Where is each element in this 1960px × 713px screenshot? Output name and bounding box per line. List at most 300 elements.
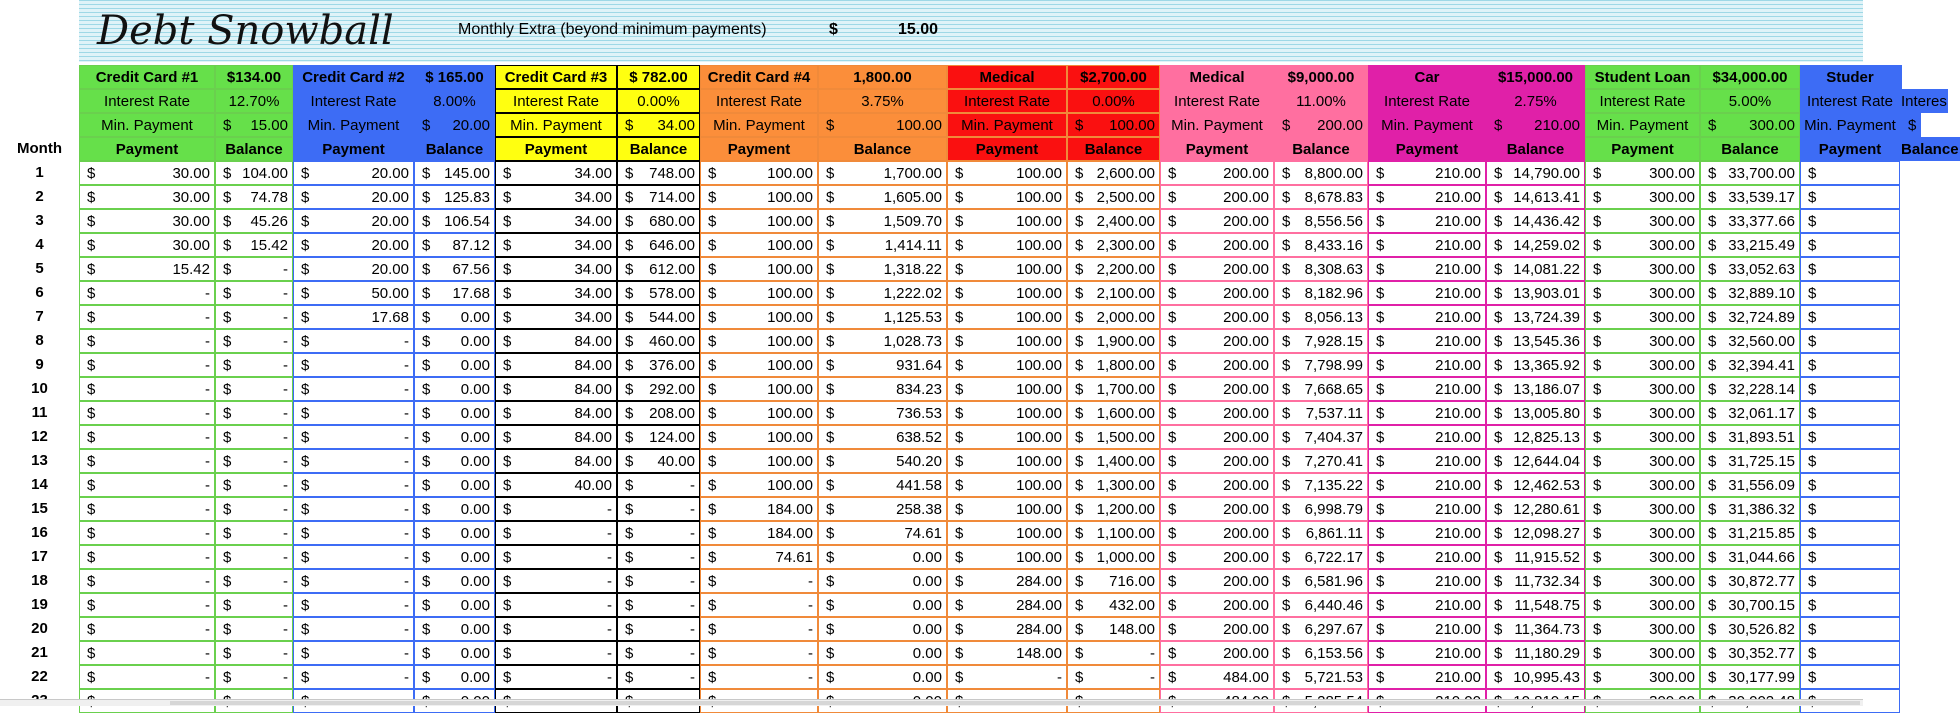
balance-cell[interactable] [215, 593, 293, 617]
payment-cell[interactable] [495, 377, 617, 401]
balance-cell[interactable] [1274, 233, 1368, 257]
payment-cell[interactable] [1800, 665, 1900, 689]
payment-cell[interactable] [1368, 473, 1486, 497]
payment-cell[interactable] [79, 497, 215, 521]
payment-cell[interactable] [1800, 257, 1900, 281]
payment-cell[interactable] [1585, 641, 1700, 665]
balance-cell[interactable] [1700, 161, 1800, 185]
payment-cell[interactable] [495, 185, 617, 209]
payment-cell[interactable] [1368, 281, 1486, 305]
payment-cell[interactable] [1368, 593, 1486, 617]
balance-cell[interactable] [215, 329, 293, 353]
payment-cell[interactable] [947, 449, 1067, 473]
payment-cell[interactable] [1800, 377, 1900, 401]
balance-cell[interactable] [1067, 641, 1160, 665]
payment-cell[interactable] [700, 209, 818, 233]
balance-cell[interactable] [1700, 593, 1800, 617]
balance-cell[interactable] [1486, 209, 1585, 233]
debt-balance-cell[interactable] [1900, 65, 1902, 89]
payment-cell[interactable] [1585, 233, 1700, 257]
payment-cell[interactable] [1368, 545, 1486, 569]
payment-cell[interactable] [495, 449, 617, 473]
interest-rate-value[interactable]: 12.70% [215, 89, 293, 113]
payment-cell[interactable] [1585, 473, 1700, 497]
balance-cell[interactable] [215, 161, 293, 185]
payment-cell[interactable] [1368, 209, 1486, 233]
balance-cell[interactable] [414, 185, 495, 209]
payment-cell[interactable] [947, 473, 1067, 497]
payment-cell[interactable] [1160, 545, 1274, 569]
balance-cell[interactable] [414, 329, 495, 353]
payment-cell[interactable] [1368, 401, 1486, 425]
interest-rate-value[interactable]: 5.00% [1700, 89, 1800, 113]
balance-cell[interactable] [1067, 617, 1160, 641]
payment-cell[interactable] [1800, 209, 1900, 233]
balance-cell[interactable] [1700, 305, 1800, 329]
min-payment-value[interactable] [1900, 113, 1921, 137]
payment-cell[interactable] [947, 305, 1067, 329]
debt-balance-cell[interactable]: $9,000.00 [1274, 65, 1368, 89]
balance-cell[interactable] [1486, 449, 1585, 473]
balance-cell[interactable] [617, 233, 700, 257]
payment-cell[interactable] [947, 329, 1067, 353]
balance-cell[interactable] [617, 593, 700, 617]
balance-cell[interactable] [414, 401, 495, 425]
balance-cell[interactable] [414, 281, 495, 305]
balance-cell[interactable] [1274, 473, 1368, 497]
payment-cell[interactable] [293, 353, 414, 377]
payment-cell[interactable] [1800, 617, 1900, 641]
balance-cell[interactable] [414, 641, 495, 665]
balance-cell[interactable] [1700, 497, 1800, 521]
balance-cell[interactable] [617, 329, 700, 353]
balance-cell[interactable] [215, 353, 293, 377]
balance-cell[interactable] [414, 593, 495, 617]
balance-cell[interactable] [1274, 185, 1368, 209]
balance-cell[interactable] [215, 305, 293, 329]
balance-cell[interactable] [215, 281, 293, 305]
balance-cell[interactable] [215, 257, 293, 281]
balance-cell[interactable] [1274, 665, 1368, 689]
payment-cell[interactable] [1585, 617, 1700, 641]
balance-cell[interactable] [414, 257, 495, 281]
payment-cell[interactable] [293, 449, 414, 473]
balance-cell[interactable] [215, 473, 293, 497]
balance-cell[interactable] [215, 497, 293, 521]
balance-cell[interactable] [1486, 377, 1585, 401]
balance-cell[interactable] [617, 161, 700, 185]
payment-cell[interactable] [293, 665, 414, 689]
balance-cell[interactable] [1486, 281, 1585, 305]
balance-cell[interactable] [1486, 425, 1585, 449]
balance-cell[interactable] [1067, 281, 1160, 305]
payment-cell[interactable] [1800, 473, 1900, 497]
payment-cell[interactable] [700, 257, 818, 281]
min-payment-value[interactable] [414, 113, 495, 137]
balance-cell[interactable] [1067, 521, 1160, 545]
payment-cell[interactable] [79, 449, 215, 473]
payment-cell[interactable] [293, 545, 414, 569]
payment-cell[interactable] [495, 473, 617, 497]
balance-cell[interactable] [1067, 329, 1160, 353]
payment-cell[interactable] [1800, 281, 1900, 305]
payment-cell[interactable] [1585, 377, 1700, 401]
balance-cell[interactable] [1274, 161, 1368, 185]
payment-cell[interactable] [1368, 161, 1486, 185]
payment-cell[interactable] [1368, 377, 1486, 401]
balance-cell[interactable] [414, 161, 495, 185]
balance-cell[interactable] [1700, 329, 1800, 353]
debt-name-cell[interactable]: Medical [1160, 65, 1274, 89]
balance-cell[interactable] [1700, 257, 1800, 281]
balance-cell[interactable] [617, 665, 700, 689]
balance-cell[interactable] [414, 497, 495, 521]
min-payment-value[interactable] [215, 113, 293, 137]
balance-cell[interactable] [1274, 497, 1368, 521]
payment-cell[interactable] [700, 305, 818, 329]
payment-cell[interactable] [293, 209, 414, 233]
payment-cell[interactable] [700, 161, 818, 185]
payment-cell[interactable] [947, 617, 1067, 641]
balance-cell[interactable] [1274, 209, 1368, 233]
balance-cell[interactable] [1274, 257, 1368, 281]
payment-cell[interactable] [1800, 185, 1900, 209]
balance-cell[interactable] [414, 449, 495, 473]
payment-cell[interactable] [79, 329, 215, 353]
balance-cell[interactable] [818, 593, 947, 617]
balance-cell[interactable] [215, 233, 293, 257]
debt-name-cell[interactable]: Studer [1800, 65, 1900, 89]
payment-cell[interactable] [1368, 305, 1486, 329]
payment-cell[interactable] [79, 161, 215, 185]
interest-rate-value[interactable]: 3.75% [818, 89, 947, 113]
payment-cell[interactable] [79, 617, 215, 641]
payment-cell[interactable] [1585, 161, 1700, 185]
payment-cell[interactable] [1160, 377, 1274, 401]
payment-cell[interactable] [700, 473, 818, 497]
balance-cell[interactable] [617, 521, 700, 545]
debt-balance-cell[interactable]: $134.00 [215, 65, 293, 89]
balance-cell[interactable] [1700, 353, 1800, 377]
balance-cell[interactable] [1486, 161, 1585, 185]
payment-cell[interactable] [947, 569, 1067, 593]
balance-cell[interactable] [1486, 401, 1585, 425]
debt-name-cell[interactable]: Car [1368, 65, 1486, 89]
payment-cell[interactable] [700, 401, 818, 425]
payment-cell[interactable] [700, 641, 818, 665]
payment-cell[interactable] [79, 641, 215, 665]
payment-cell[interactable] [947, 665, 1067, 689]
balance-cell[interactable] [818, 449, 947, 473]
payment-cell[interactable] [495, 329, 617, 353]
payment-cell[interactable] [947, 353, 1067, 377]
debt-name-cell[interactable]: Credit Card #3 [495, 65, 617, 89]
payment-cell[interactable] [79, 425, 215, 449]
payment-cell[interactable] [947, 281, 1067, 305]
payment-cell[interactable] [947, 233, 1067, 257]
payment-cell[interactable] [495, 497, 617, 521]
debt-balance-cell[interactable]: $ 165.00 [414, 65, 495, 89]
balance-cell[interactable] [1274, 449, 1368, 473]
balance-cell[interactable] [1067, 353, 1160, 377]
payment-cell[interactable] [293, 473, 414, 497]
balance-cell[interactable] [1700, 185, 1800, 209]
debt-balance-cell[interactable]: 1,800.00 [818, 65, 947, 89]
payment-cell[interactable] [1368, 521, 1486, 545]
payment-cell[interactable] [700, 617, 818, 641]
payment-cell[interactable] [1160, 641, 1274, 665]
min-payment-value[interactable] [818, 113, 947, 137]
payment-cell[interactable] [1160, 617, 1274, 641]
payment-cell[interactable] [947, 641, 1067, 665]
payment-cell[interactable] [79, 233, 215, 257]
payment-cell[interactable] [947, 425, 1067, 449]
balance-cell[interactable] [1486, 665, 1585, 689]
payment-cell[interactable] [495, 305, 617, 329]
balance-cell[interactable] [215, 377, 293, 401]
debt-name-cell[interactable]: Credit Card #1 [79, 65, 215, 89]
balance-cell[interactable] [617, 449, 700, 473]
payment-cell[interactable] [1585, 329, 1700, 353]
payment-cell[interactable] [79, 209, 215, 233]
balance-cell[interactable] [1486, 521, 1585, 545]
balance-cell[interactable] [818, 545, 947, 569]
balance-cell[interactable] [1067, 665, 1160, 689]
payment-cell[interactable] [495, 521, 617, 545]
balance-cell[interactable] [617, 185, 700, 209]
balance-cell[interactable] [818, 497, 947, 521]
min-payment-value[interactable] [617, 113, 700, 137]
payment-cell[interactable] [495, 593, 617, 617]
payment-cell[interactable] [1160, 521, 1274, 545]
balance-cell[interactable] [1274, 617, 1368, 641]
balance-cell[interactable] [1067, 593, 1160, 617]
payment-cell[interactable] [1160, 281, 1274, 305]
payment-cell[interactable] [1160, 449, 1274, 473]
balance-cell[interactable] [1486, 329, 1585, 353]
balance-cell[interactable] [1067, 305, 1160, 329]
payment-cell[interactable] [1800, 353, 1900, 377]
payment-cell[interactable] [293, 401, 414, 425]
payment-cell[interactable] [293, 161, 414, 185]
balance-cell[interactable] [1067, 497, 1160, 521]
interest-rate-value[interactable]: 0.00% [1067, 89, 1160, 113]
balance-cell[interactable] [1700, 569, 1800, 593]
payment-cell[interactable] [700, 593, 818, 617]
payment-cell[interactable] [700, 521, 818, 545]
balance-cell[interactable] [1274, 305, 1368, 329]
debt-balance-cell[interactable]: $15,000.00 [1486, 65, 1585, 89]
balance-cell[interactable] [1700, 473, 1800, 497]
balance-cell[interactable] [414, 209, 495, 233]
balance-cell[interactable] [1700, 401, 1800, 425]
payment-cell[interactable] [1585, 425, 1700, 449]
balance-cell[interactable] [1700, 281, 1800, 305]
payment-cell[interactable] [1585, 401, 1700, 425]
interest-rate-value[interactable]: 0.00% [617, 89, 700, 113]
payment-cell[interactable] [1160, 353, 1274, 377]
balance-cell[interactable] [1274, 521, 1368, 545]
balance-cell[interactable] [1486, 185, 1585, 209]
payment-cell[interactable] [1368, 665, 1486, 689]
payment-cell[interactable] [1160, 593, 1274, 617]
balance-cell[interactable] [1067, 377, 1160, 401]
balance-cell[interactable] [617, 401, 700, 425]
payment-cell[interactable] [293, 377, 414, 401]
payment-cell[interactable] [495, 209, 617, 233]
balance-cell[interactable] [818, 473, 947, 497]
payment-cell[interactable] [79, 545, 215, 569]
min-payment-value[interactable] [1486, 113, 1585, 137]
payment-cell[interactable] [700, 233, 818, 257]
payment-cell[interactable] [947, 497, 1067, 521]
payment-cell[interactable] [495, 665, 617, 689]
balance-cell[interactable] [1486, 305, 1585, 329]
balance-cell[interactable] [617, 377, 700, 401]
payment-cell[interactable] [293, 257, 414, 281]
debt-name-cell[interactable]: Student Loan [1585, 65, 1700, 89]
balance-cell[interactable] [818, 665, 947, 689]
payment-cell[interactable] [1368, 233, 1486, 257]
payment-cell[interactable] [1160, 569, 1274, 593]
payment-cell[interactable] [1585, 209, 1700, 233]
balance-cell[interactable] [1700, 233, 1800, 257]
payment-cell[interactable] [79, 353, 215, 377]
payment-cell[interactable] [293, 641, 414, 665]
min-payment-value[interactable] [1067, 113, 1160, 137]
balance-cell[interactable] [617, 473, 700, 497]
payment-cell[interactable] [1800, 401, 1900, 425]
interest-rate-value[interactable]: Interes [1900, 89, 1948, 113]
balance-cell[interactable] [215, 665, 293, 689]
balance-cell[interactable] [617, 425, 700, 449]
balance-cell[interactable] [414, 665, 495, 689]
min-payment-value[interactable] [1274, 113, 1368, 137]
balance-cell[interactable] [215, 545, 293, 569]
payment-cell[interactable] [947, 257, 1067, 281]
payment-cell[interactable] [495, 257, 617, 281]
payment-cell[interactable] [293, 497, 414, 521]
balance-cell[interactable] [617, 305, 700, 329]
balance-cell[interactable] [818, 281, 947, 305]
balance-cell[interactable] [215, 641, 293, 665]
balance-cell[interactable] [414, 377, 495, 401]
balance-cell[interactable] [215, 617, 293, 641]
payment-cell[interactable] [947, 161, 1067, 185]
payment-cell[interactable] [79, 665, 215, 689]
payment-cell[interactable] [79, 473, 215, 497]
payment-cell[interactable] [1800, 329, 1900, 353]
payment-cell[interactable] [495, 353, 617, 377]
payment-cell[interactable] [700, 425, 818, 449]
balance-cell[interactable] [1274, 593, 1368, 617]
payment-cell[interactable] [1368, 641, 1486, 665]
payment-cell[interactable] [947, 521, 1067, 545]
balance-cell[interactable] [1067, 185, 1160, 209]
payment-cell[interactable] [947, 185, 1067, 209]
payment-cell[interactable] [1800, 305, 1900, 329]
balance-cell[interactable] [1067, 425, 1160, 449]
payment-cell[interactable] [495, 569, 617, 593]
balance-cell[interactable] [1486, 593, 1585, 617]
scrollbar-thumb[interactable] [170, 701, 1860, 705]
interest-rate-value[interactable]: 8.00% [414, 89, 495, 113]
balance-cell[interactable] [617, 257, 700, 281]
payment-cell[interactable] [1585, 449, 1700, 473]
balance-cell[interactable] [414, 353, 495, 377]
payment-cell[interactable] [1160, 497, 1274, 521]
payment-cell[interactable] [293, 329, 414, 353]
balance-cell[interactable] [1274, 353, 1368, 377]
payment-cell[interactable] [495, 641, 617, 665]
balance-cell[interactable] [215, 449, 293, 473]
payment-cell[interactable] [1368, 329, 1486, 353]
payment-cell[interactable] [1160, 473, 1274, 497]
payment-cell[interactable] [1160, 425, 1274, 449]
balance-cell[interactable] [818, 377, 947, 401]
debt-balance-cell[interactable]: $34,000.00 [1700, 65, 1800, 89]
balance-cell[interactable] [1700, 617, 1800, 641]
balance-cell[interactable] [617, 617, 700, 641]
payment-cell[interactable] [1585, 593, 1700, 617]
payment-cell[interactable] [1368, 353, 1486, 377]
debt-name-cell[interactable]: Medical [947, 65, 1067, 89]
payment-cell[interactable] [700, 449, 818, 473]
payment-cell[interactable] [79, 569, 215, 593]
balance-cell[interactable] [414, 305, 495, 329]
payment-cell[interactable] [1585, 281, 1700, 305]
balance-cell[interactable] [215, 185, 293, 209]
balance-cell[interactable] [617, 641, 700, 665]
balance-cell[interactable] [818, 209, 947, 233]
payment-cell[interactable] [79, 257, 215, 281]
payment-cell[interactable] [495, 425, 617, 449]
payment-cell[interactable] [700, 377, 818, 401]
payment-cell[interactable] [495, 161, 617, 185]
balance-cell[interactable] [1486, 473, 1585, 497]
balance-cell[interactable] [414, 473, 495, 497]
balance-cell[interactable] [215, 401, 293, 425]
payment-cell[interactable] [947, 209, 1067, 233]
balance-cell[interactable] [617, 353, 700, 377]
balance-cell[interactable] [818, 329, 947, 353]
debt-balance-cell[interactable]: $2,700.00 [1067, 65, 1160, 89]
balance-cell[interactable] [1700, 521, 1800, 545]
payment-cell[interactable] [293, 233, 414, 257]
balance-cell[interactable] [617, 569, 700, 593]
payment-cell[interactable] [700, 569, 818, 593]
balance-cell[interactable] [1274, 329, 1368, 353]
payment-cell[interactable] [1368, 257, 1486, 281]
payment-cell[interactable] [1368, 497, 1486, 521]
balance-cell[interactable] [215, 425, 293, 449]
debt-name-cell[interactable]: Credit Card #2 [293, 65, 414, 89]
payment-cell[interactable] [1800, 593, 1900, 617]
horizontal-scrollbar[interactable] [0, 699, 1863, 706]
balance-cell[interactable] [818, 569, 947, 593]
balance-cell[interactable] [215, 569, 293, 593]
balance-cell[interactable] [617, 281, 700, 305]
payment-cell[interactable] [700, 497, 818, 521]
balance-cell[interactable] [1274, 377, 1368, 401]
payment-cell[interactable] [1585, 185, 1700, 209]
balance-cell[interactable] [1486, 545, 1585, 569]
balance-cell[interactable] [1067, 209, 1160, 233]
balance-cell[interactable] [1486, 353, 1585, 377]
balance-cell[interactable] [1274, 401, 1368, 425]
balance-cell[interactable] [818, 257, 947, 281]
payment-cell[interactable] [79, 281, 215, 305]
